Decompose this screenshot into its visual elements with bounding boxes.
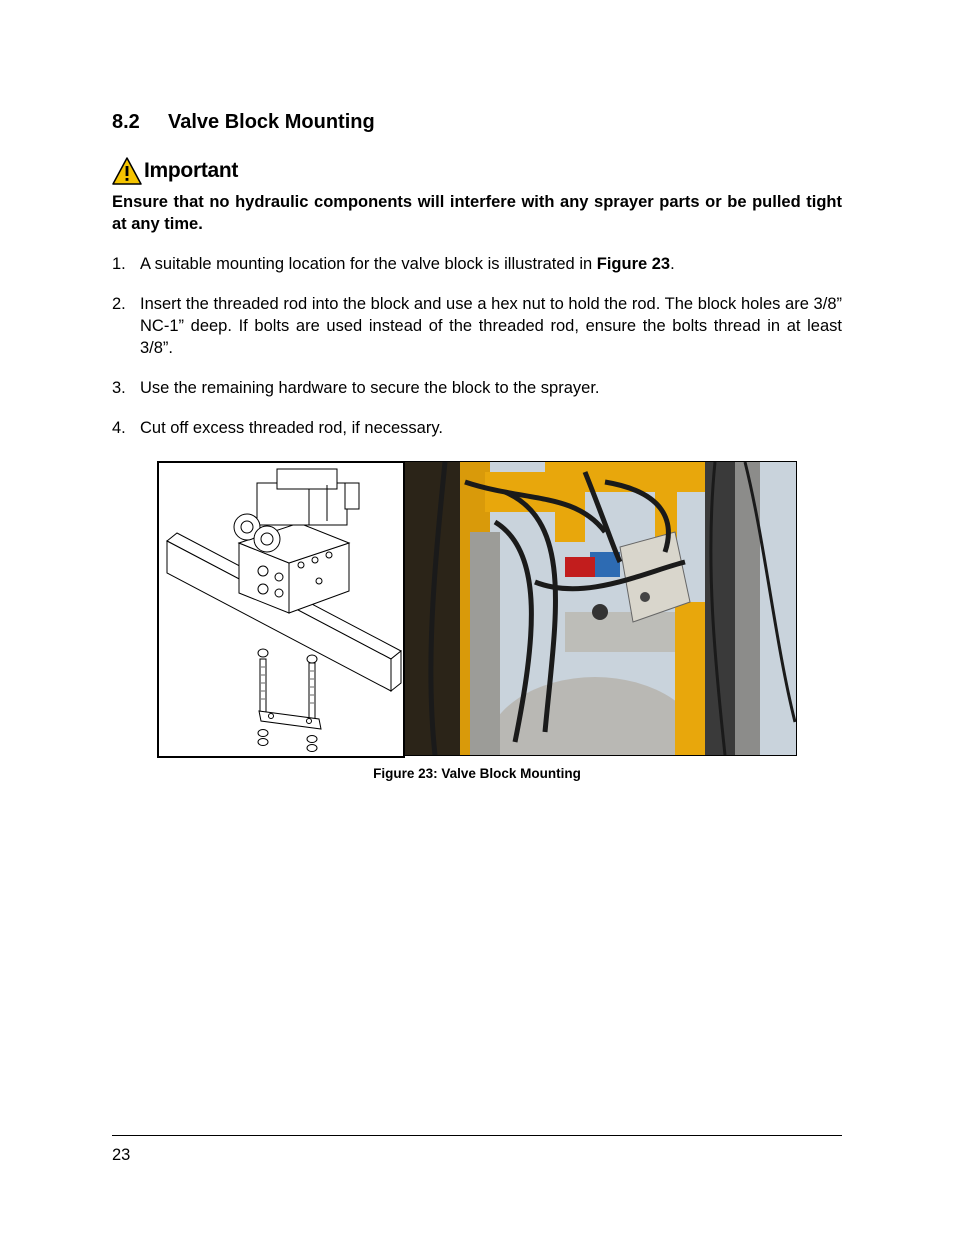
list-item (112, 417, 842, 439)
section-title: Valve Block Mounting (168, 111, 375, 133)
step-marker: 2. (112, 295, 126, 313)
page-number: 23 (112, 1146, 131, 1164)
step-text: Cut off excess threaded rod, if necessary. (140, 419, 443, 437)
figure-caption: Figure 23: Valve Block Mounting (373, 766, 581, 781)
step-text: A suitable mounting location for the valve block is illustrated in (140, 255, 597, 273)
section-heading (112, 111, 375, 134)
figure-reference: Figure 23 (596, 255, 671, 273)
list-item (112, 377, 842, 399)
step-marker: 3. (112, 379, 126, 397)
step-marker: 4. (112, 419, 126, 437)
valve-block-drawing (157, 461, 405, 758)
step-list (112, 253, 842, 439)
step-text: Insert the threaded rod into the block and use a hex nut to hold the rod. The block holes are 3/8” NC-1” deep. If bolts are used instead of the threaded rod, ensure the bolts thread in at least 3/8”. (140, 295, 842, 357)
step-marker: 1. (112, 255, 126, 273)
warning-triangle-icon (112, 157, 142, 185)
important-notice (112, 156, 238, 186)
warning-text: Ensure that no hydraulic components will interfere with any sprayer parts or be pulled tight at any time. (112, 193, 842, 233)
figure-23 (157, 461, 797, 757)
section-number: 8.2 (112, 111, 140, 133)
step-text-end: . (670, 255, 675, 273)
important-label: Important (144, 159, 239, 182)
footer-divider (112, 1135, 842, 1136)
step-text: Use the remaining hardware to secure the block to the sprayer. (140, 379, 600, 397)
list-item (112, 293, 842, 359)
list-item (112, 253, 842, 275)
valve-block-photo (404, 461, 797, 756)
